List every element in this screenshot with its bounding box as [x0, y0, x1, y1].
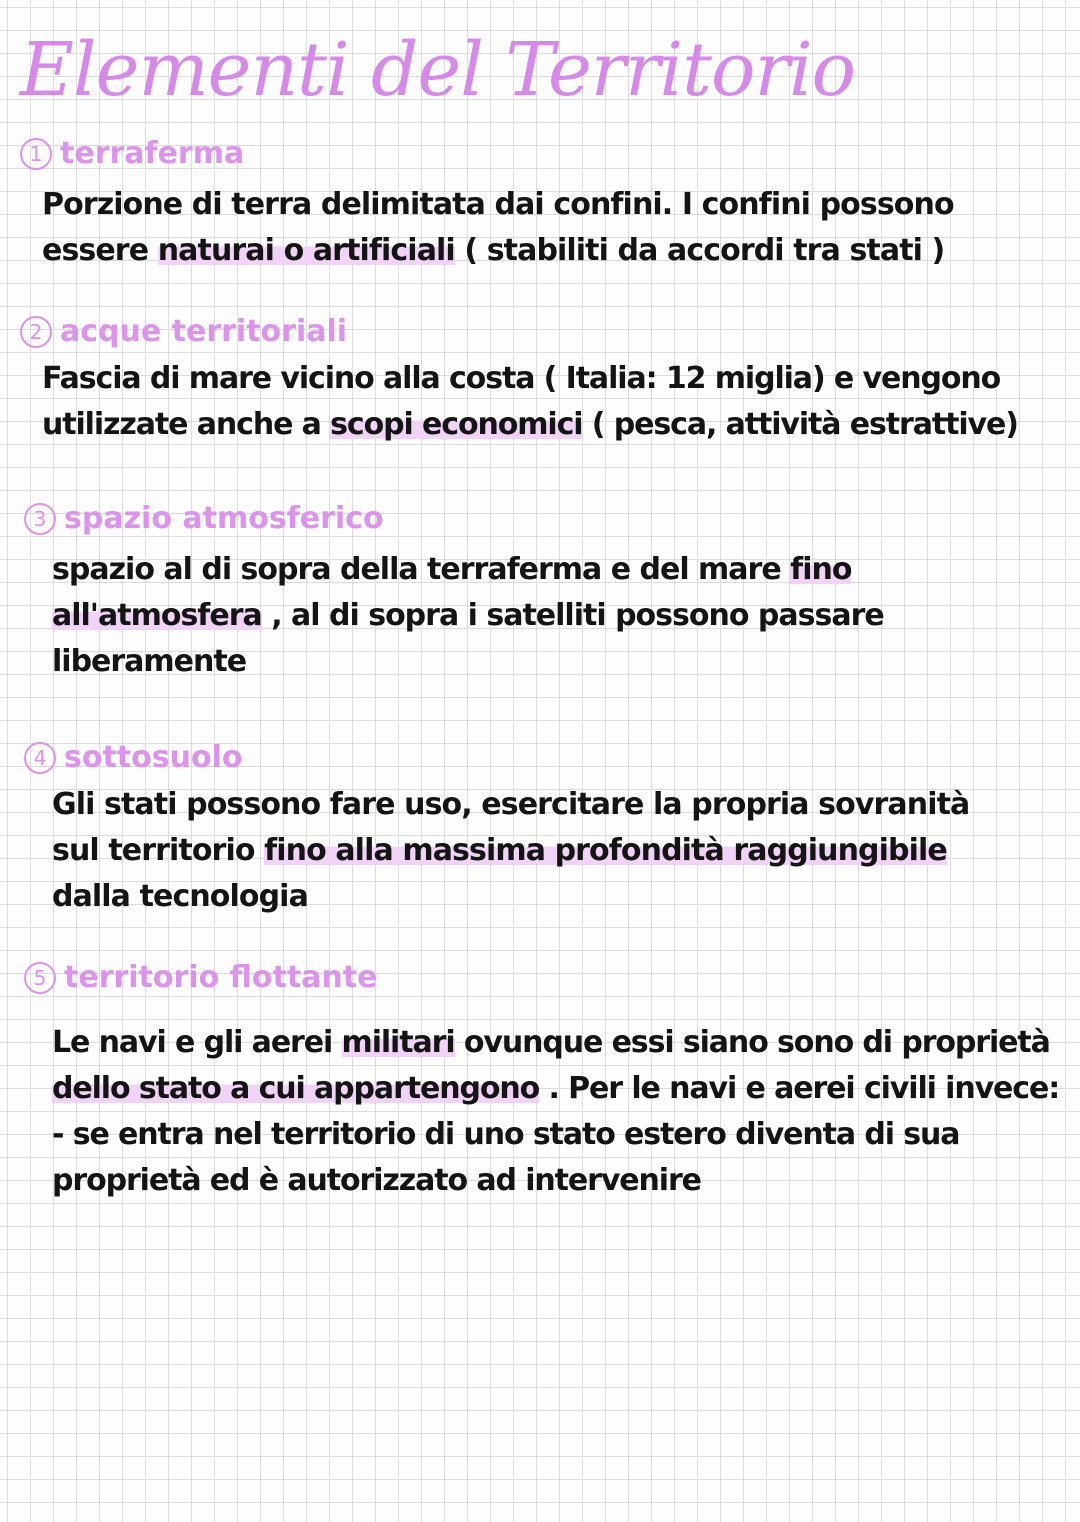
section-body-territorio-flottante	[52, 1020, 1059, 1204]
body-line	[42, 402, 1018, 448]
section-heading-acque-territoriali	[20, 312, 347, 352]
body-line	[52, 1112, 1059, 1158]
body-line	[52, 1158, 1059, 1204]
section-number-badge: 3	[24, 503, 56, 535]
text-run: . Per le navi e aerei civili invece:	[539, 1071, 1060, 1106]
section-heading-terraferma	[20, 134, 244, 174]
body-line	[52, 1066, 1059, 1112]
highlighted-text: dello stato a cui appartengono	[52, 1071, 540, 1106]
text-run: sul territorio	[52, 833, 265, 868]
section-heading-label: acque territoriali	[60, 314, 348, 349]
text-run: dalla tecnologia	[52, 879, 308, 914]
text-run: Porzione di terra delimitata dai confini. I confini possono	[42, 187, 954, 222]
section-heading-label: territorio flottante	[64, 960, 378, 995]
highlighted-text: militari	[341, 1025, 455, 1060]
text-run: , al di sopra i satelliti possono passare	[261, 598, 884, 633]
section-heading-label: spazio atmosferico	[64, 501, 384, 536]
text-run: essere	[42, 233, 158, 268]
page-title: Elementi del Territorio	[20, 27, 856, 113]
section-number-badge: 4	[24, 742, 56, 774]
body-line	[52, 639, 884, 685]
text-run: Gli stati possono fare uso, esercitare la propria sovranità	[52, 787, 970, 822]
section-heading-territorio-flottante	[24, 958, 377, 998]
text-run: proprietà ed è autorizzato ad intervenire	[52, 1163, 701, 1198]
body-line	[42, 356, 1018, 402]
section-number-badge: 1	[20, 138, 52, 170]
section-body-acque-territoriali	[42, 356, 1018, 448]
body-line	[42, 228, 954, 274]
highlighted-text: scopi economici	[330, 407, 583, 442]
text-run: Le navi e gli aerei	[52, 1025, 342, 1060]
text-run: Fascia di mare vicino alla costa ( Italia: 12 miglia) e vengono	[42, 361, 1001, 396]
highlighted-text: all'atmosfera	[52, 598, 262, 633]
body-line	[42, 182, 954, 228]
body-line	[52, 1020, 1059, 1066]
section-body-spazio-atmosferico	[52, 547, 884, 685]
text-run: liberamente	[52, 644, 247, 679]
body-line	[52, 547, 884, 593]
section-heading-spazio-atmosferico	[24, 499, 384, 539]
section-body-sottosuolo	[52, 782, 969, 920]
section-heading-label: sottosuolo	[64, 740, 243, 775]
text-run: ( stabiliti da accordi tra stati )	[454, 233, 945, 268]
section-number-badge: 2	[20, 316, 52, 348]
text-run: - se entra nel territorio di uno stato estero diventa di sua	[52, 1117, 960, 1152]
text-run: spazio al di sopra della terraferma e del mare	[52, 552, 791, 587]
highlighted-text: fino	[790, 552, 852, 587]
highlighted-text: naturai o artificiali	[157, 233, 455, 268]
text-run: utilizzate anche a	[42, 407, 331, 442]
text-run: ovunque essi siano sono di proprietà	[454, 1025, 1050, 1060]
body-line	[52, 828, 969, 874]
body-line	[52, 782, 969, 828]
section-heading-label: terraferma	[60, 136, 245, 171]
section-heading-sottosuolo	[24, 738, 242, 778]
highlighted-text: fino alla massima profondità raggiungibile	[264, 833, 947, 868]
body-line	[52, 593, 884, 639]
body-line	[52, 874, 969, 920]
section-body-terraferma	[42, 182, 954, 274]
section-number-badge: 5	[24, 962, 56, 994]
text-run: ( pesca, attività estrattive)	[582, 407, 1018, 442]
